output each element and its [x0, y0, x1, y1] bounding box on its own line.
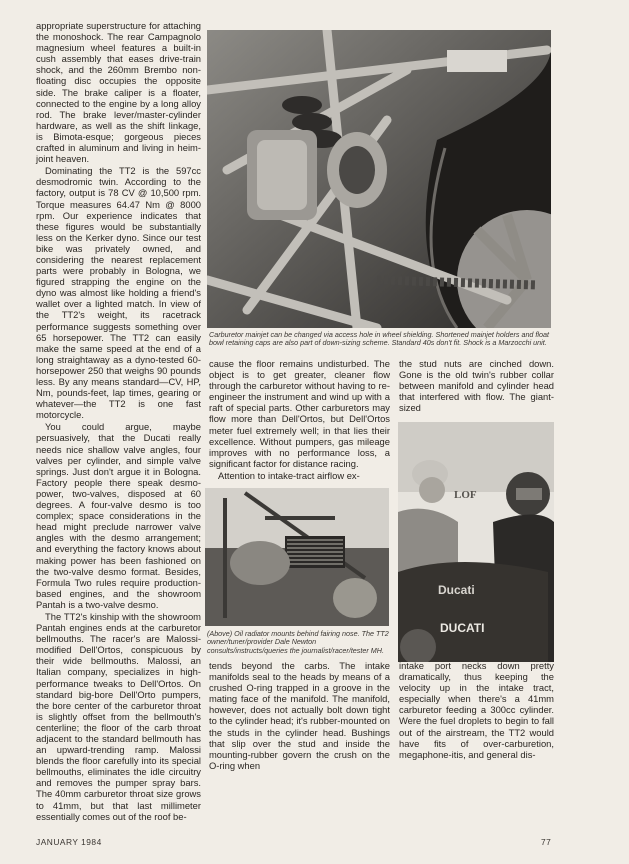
column-3-bottom	[399, 660, 554, 761]
photo-fairing-text: Ducati	[438, 583, 475, 597]
page-number: 77	[541, 837, 552, 847]
photo-caption-middle: (Above) Oil radiator mounts behind fairing nose. The TT2 owner/tuner/provider Dale Newton consults/instructs/queries the journalist/racer/tester MH.	[207, 629, 389, 655]
photo-oil-radiator	[205, 488, 389, 626]
paragraph: The TT2's kinship with the showroom Pantah engines ends at the carburetor bellmouths. The racer's are Malossi-modified Dell'Ortos, conspicuous by their wide bellmouths. Malossi, an Italian company, specializes in high-performance tweaks to Dell'Ortos. On standard big-bore Dell'Orto pumpers, the bore center of the carburetor throat is slightly offset from the bellmouth's centerline; the floor of the carb throat adjacent to the standard bellmouth has an upward-trending ramp. Malossi blends the floor carefully into its special bellmouths, eliminates the idle circuitry and removes the pumper spray bars. The 40mm carburetor throat size grows to 41mm, but that last millimeter essentially comes out of the roof be-	[36, 610, 201, 822]
column-3-top	[399, 358, 554, 414]
column-2-top	[209, 358, 390, 482]
paragraph: Attention to intake-tract airflow ex-	[218, 469, 360, 481]
photo-caption-top: Carburetor mainjet can be changed via access hole in wheel shielding. Shortened mainjet holders and float bowl retaining caps are also part of down-sizing scheme. Standard 40s don't fit. Shock is a Marzocchi unit.	[209, 330, 550, 348]
photo-carburetor-frame	[207, 30, 551, 328]
paragraph: You could argue, maybe persuasively, that the Ducati really needs nice shallow valve angles, four valves per cylinder, and simple valve springs. Just don't argue it in Bologna. Factory people there speak desmo-power, two-valves, disposed at 60 degrees. A four-valve desmo is too complex; space considerations in the head might preclude narrower valve angles with the desmo arrangement; and everything the factory knows about making power has been fashioned on the two-valve desmo format. Besides, Formula Two rules require production-based engines, and the showroom Pantah is a two-valve desmo.	[36, 421, 201, 610]
column-2-bottom	[209, 660, 390, 772]
paragraph: intake port necks down pretty dramatically, thus keeping the velocity up in the intake tract, especially when there's a 41mm carburetor feeding a 300cc cylinder. Were the fuel droplets to begin to fall out of the airstream, the TT2 would have fits of over-carburetion, megaphone-itis, and general dis-	[399, 660, 554, 760]
photo-ducati-consultation-image	[398, 422, 554, 662]
paragraph: Dominating the TT2 is the 597cc desmodromic twin. According to the factory, output is 78 CV @ 10,500 rpm. Torque measures 64.47 Nm @ 8000 rpm. Our experience indicates that these figures would be substantially less on the Kerker dyno. Since our test bike was privately owned, and considering the nearest replacement parts were probably in Bologna, we figured strapping the engine on the dyno was almost like holding a friend's wallet over a lighted match. In view of the TT2's weight, its racetrack performance suggests something over 65 horsepower. The TT2 can easily make the same speed at the end of a long straightaway as a dyno-tested 60-horsepower 250 that weighs 90 pounds less. By any means standard—CV, HP, Nm, pounds-feet, lap times, gearing or whatever—the TT2 is one fast motorcycle.	[36, 165, 201, 421]
photo-sign-text: LOF	[454, 489, 477, 501]
photo-ducati-consultation	[398, 422, 554, 662]
column-1	[36, 20, 201, 850]
footer-date: JANUARY 1984	[36, 837, 102, 847]
paragraph: appropriate superstructure for attaching the monoshock. The rear Campagnolo magnesium wheel features a built-in cush assembly that eases drive-train shock, and the 260mm Brembo non-floating disc occupies the opposite side. The brake caliper is a floater, connected to the engine by a long alloy rod. The brake lever/master-cylinder hardware, as well as the shift linkage, is Bimota-esque; gorgeous pieces crafted in aluminum and living in heim-joint heaven.	[36, 20, 201, 165]
paragraph: tends beyond the carbs. The intake manifolds seal to the heads by means of a crushed O-ring trapped in a groove in the mating face of the manifold. The manifold, however, does not actually bolt down tight to the cylinder head; it's rubber-mounted on the studs in the cylinder head. Bushings that slip over the stud and inside the mounting-rubber govern the crush on the O-ring when	[209, 660, 390, 771]
paragraph: cause the floor remains undisturbed. The object is to get greater, cleaner flow through the carburetor without having to re-engineer the instrument and wind up with a raft of special parts. Other carburetors may flow more than Dell'Ortos, but Dell'Ortos meter fuel extremely well; in that lies their excellence. Without pumpers, gas mileage improves with no performance loss, a significant factor for distance racing.	[209, 358, 390, 469]
photo-fairing-text-2: DUCATI	[440, 621, 485, 635]
photo-carburetor-frame-image	[207, 30, 551, 328]
paragraph: the stud nuts are cinched down. Gone is the old twin's rubber collar between manifold and cylinder head that interfered with flow. The giant-sized	[399, 358, 554, 414]
photo-oil-radiator-image	[205, 488, 389, 626]
